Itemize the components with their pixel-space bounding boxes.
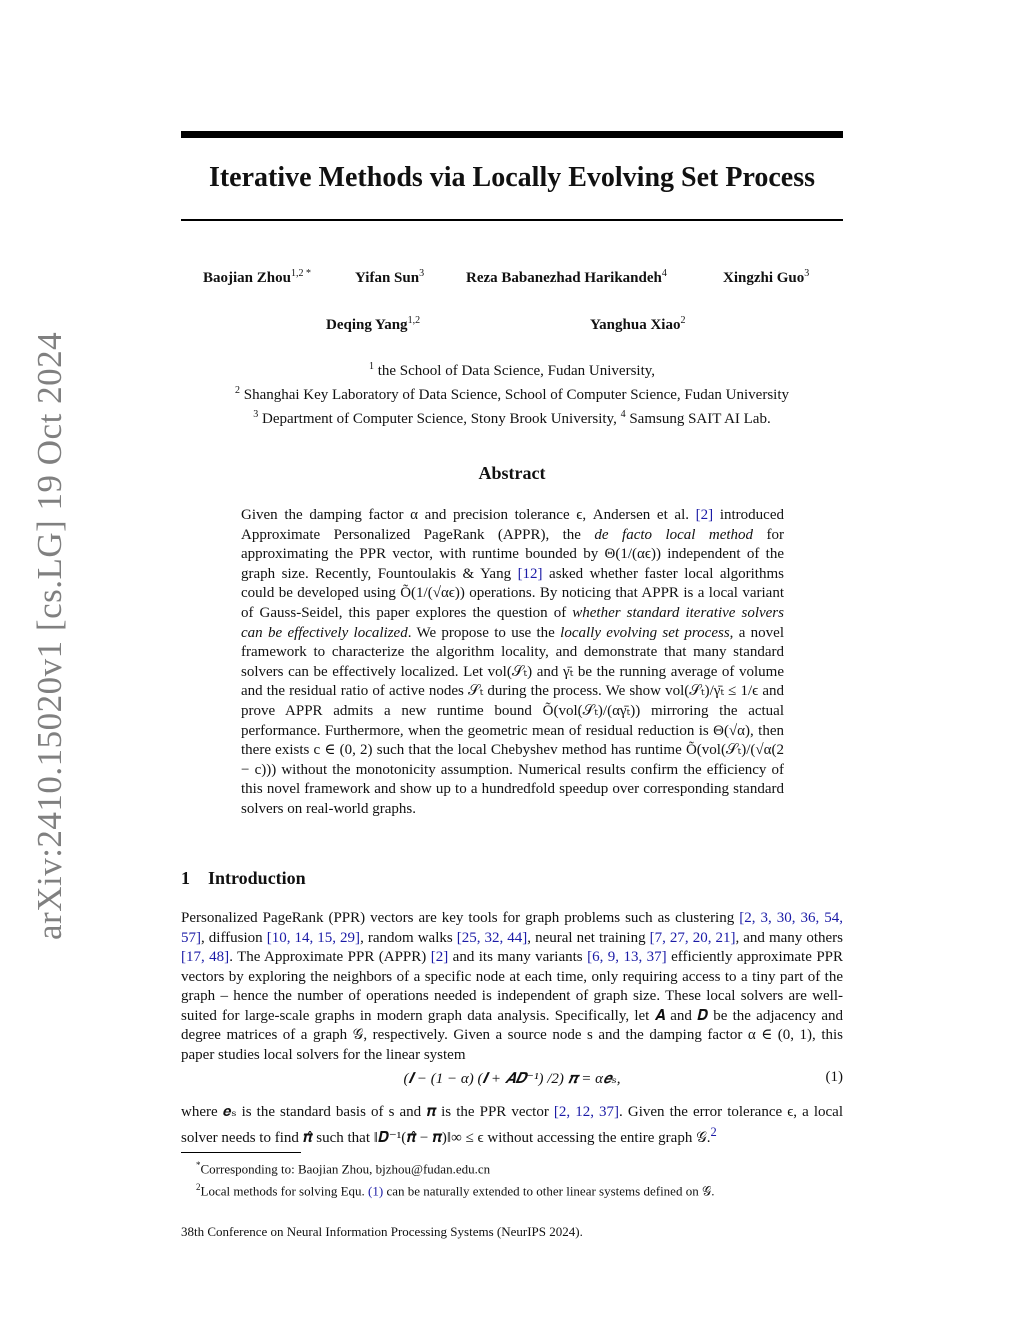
citation-link[interactable]: [17, 48] xyxy=(181,949,230,965)
citation-link[interactable]: [6, 9, 13, 37] xyxy=(587,949,667,965)
affiliation: $^2$ Shanghai Key Laboratory of Data Science, School of Computer Science, Fudan University xyxy=(234,385,790,403)
footnotes xyxy=(196,1156,714,1201)
citation-link[interactable]: [7, 27, 20, 21] xyxy=(649,929,736,946)
citation-link[interactable]: [2, 12, 37] xyxy=(553,1104,620,1120)
footnote-link[interactable]: 2 xyxy=(710,1124,717,1139)
author: Xingzhi Guo$^3$ xyxy=(723,268,810,286)
equation-body: (𝑰 − (1 − α) (𝑰 + 𝑨𝑫⁻¹) /2) 𝝅 = α𝒆ₛ, xyxy=(403,1071,621,1087)
citation-link[interactable]: [2, 3, 30, 36, 54, 57] xyxy=(181,910,843,946)
footnote: *Corresponding to: Baojian Zhou, bjzhou@fudan.edu.cn xyxy=(196,1160,491,1177)
abstract-text: Given the damping factor α and precision tolerance ϵ, Andersen et al. [2] introduced Approximate Personalized PageRank (APPR), the de facto local method for approximating the PPR vector, with runtime bounded by Θ(1/(αϵ)) independent of the graph size. Recently, Fountoulakis & Yang [12] asked whether faster local algorithms could be developed using Õ(1/(√αϵ)) operations. By noticing that APPR is a local variant of Gauss-Seidel, this paper explores the question of whether standard iterative solvers can be effectively localized. We propose to use the locally evolving set process, a novel framework to characterize the algorithm locality, and demonstrate that many standard solvers can be effectively localized. Let vol(𝒮ₜ) and γ̄ₜ be the running average of volume and the residual ratio of active nodes 𝒮ₜ during the process. We show vol(𝒮ₜ)/γ̄ₜ ≤ 1/ϵ and prove APPR admits a new runtime bound Õ(vol(𝒮ₜ)/(αγ̄ₜ)) mirroring the actual performance. Furthermore, when the geometric mean of residual reduction is Θ(√α), then there exists c ∈ (0, 2) such that the local Chebyshev method has runtime Õ(vol(𝒮ₜ)/(√α(2 − c))) without the monotonicity assumption. Numerical results confirm the efficiency of this novel framework and show up to a hundredfold speedup over corresponding standard solvers on real-world graphs. xyxy=(241,507,785,817)
intro-paragraph: Personalized PageRank (PPR) vectors are key tools for graph problems such as clustering [2, 3, 30, 36, 54, 57], diffusion [10, 14, 15, 29], random walks [25, 32, 44], neural net training [7, 27, 20, 21], and many others [17, 48]. The Approximate PPR (APPR) [2] and its many variants [6, 9, 13, 37] efficiently approximate PPR vectors by exploring the neighbors of a specific node at each time, only requiring access to a tiny part of the graph – hence the number of operations needed is independent of graph size. These local solvers are well-suited for large-scale graphs in modern graph data analysis. Specifically, let 𝑨 and 𝑫 be the adjacency and degree matrices of a graph 𝒢, respectively. Given a source node s and the damping factor α ∈ (0, 1), this paper studies local solvers for the linear system xyxy=(181,910,844,1063)
equation-1 xyxy=(181,1069,843,1093)
affiliation: $^1$ the School of Data Science, Fudan University, xyxy=(368,361,656,379)
affiliation: $^3$ Department of Computer Science, Stony Brook University, $^4$ Samsung SAIT AI Lab. xyxy=(253,409,771,427)
venue-note: 38th Conference on Neural Information Processing Systems (NeurIPS 2024). xyxy=(181,1224,583,1239)
author: Baojian Zhou$^{1,2 *}$ xyxy=(203,268,311,286)
footnote-rule xyxy=(181,1152,301,1153)
author: Yifan Sun$^3$ xyxy=(355,268,425,286)
abstract-heading: Abstract xyxy=(478,463,546,483)
citation-link[interactable]: [2] xyxy=(430,949,449,965)
title-rule-top xyxy=(181,131,843,138)
citation-link[interactable]: [10, 14, 15, 29] xyxy=(266,929,361,946)
equation-number: (1) xyxy=(825,1069,843,1085)
title-rule-bottom xyxy=(181,219,843,221)
equation-ref-link[interactable]: (1) xyxy=(368,1183,384,1199)
section-heading: 1 Introduction xyxy=(181,868,306,888)
arxiv-identifier: arXiv:2410.15020v1 [cs.LG] 19 Oct 2024 xyxy=(30,331,69,940)
author: Yanghua Xiao$^2$ xyxy=(590,315,686,333)
intro-paragraph-2: where 𝒆ₛ is the standard basis of s and 𝝅 is the PPR vector [2, 12, 37]. Given the error tolerance ϵ, a local solver needs to find 𝝅̂ such that ‖𝑫⁻¹(𝝅̂ − 𝝅)‖∞ ≤ ϵ without accessing the entire graph 𝒢.$^2$ xyxy=(181,1104,843,1146)
affiliations xyxy=(181,357,843,429)
author: Reza Babanezhad Harikandeh$^4$ xyxy=(466,268,667,286)
citation-link[interactable]: [2] xyxy=(695,507,714,523)
author: Deqing Yang$^{1,2}$ xyxy=(326,315,421,333)
citation-link[interactable]: [12] xyxy=(517,565,543,582)
footnote: $^2$Local methods for solving Equ. (1) can be naturally extended to other linear systems defined on 𝒢. xyxy=(196,1182,715,1199)
paper-title: Iterative Methods via Locally Evolving Set Process xyxy=(208,162,816,193)
citation-link[interactable]: [25, 32, 44] xyxy=(456,929,528,946)
